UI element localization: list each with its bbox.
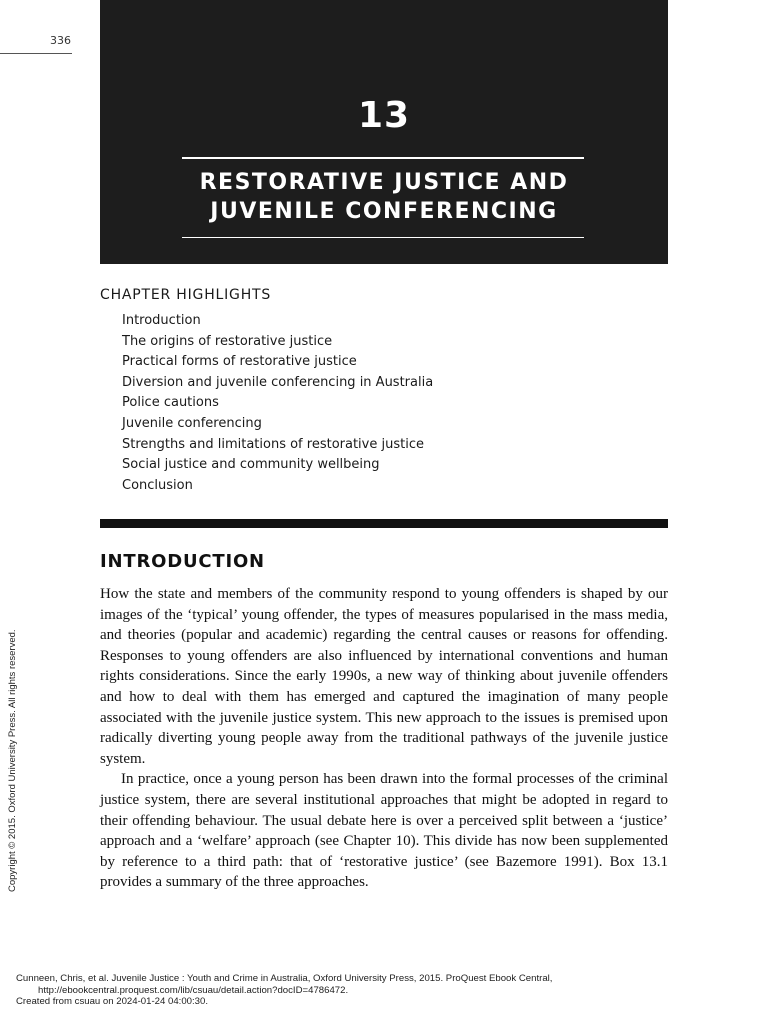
footer-created-line: Created from csuau on 2024-01-24 04:00:30.	[16, 996, 209, 1007]
highlight-item: Strengths and limitations of restorative justice	[122, 436, 424, 452]
highlight-item: Conclusion	[122, 477, 193, 493]
body-paragraph: How the state and members of the community respond to young offenders is shaped by our images of the ‘typical’ young offender, the types of measures popularised in the mass media, and theories (popular and academic) regarding the central causes or reasons for offending. Responses to young offenders are also influenced by international conventions and human rights considerations. Since the early 1990s, a new way of thinking about juvenile offenders and how to deal with them has emerged and captured the imagination of many people associated with the juvenile justice system. This new approach to the issues is premised upon radically diverting young people away from the traditional pathways of the juvenile justice system.	[100, 586, 668, 767]
footer-citation	[16, 973, 552, 1008]
chapter-banner	[100, 0, 668, 264]
side-copyright-notice: Copyright © 2015. Oxford University Press. All rights reserved.	[7, 629, 18, 892]
highlight-item: Police cautions	[122, 395, 219, 411]
page-number: 336	[50, 34, 71, 47]
footer-citation-url[interactable]: http://ebookcentral.proquest.com/lib/csuau/detail.action?docID=4786472.	[38, 984, 349, 996]
highlight-item: Introduction	[122, 313, 201, 328]
banner-rule-top	[182, 157, 584, 159]
chapter-highlights-list	[122, 311, 433, 496]
page-number-area	[0, 33, 72, 54]
section-divider	[100, 519, 668, 528]
banner-rule-bottom	[182, 237, 584, 238]
introduction-body	[100, 584, 668, 893]
chapter-title-line-2: JUVENILE CONFERENCING	[210, 199, 558, 224]
highlight-item: Diversion and juvenile conferencing in Australia	[122, 374, 434, 390]
highlight-item: The origins of restorative justice	[122, 333, 333, 349]
introduction-heading: INTRODUCTION	[100, 551, 265, 572]
chapter-title	[100, 168, 668, 226]
chapter-number: 13	[357, 95, 411, 136]
highlight-item: Juvenile conferencing	[122, 415, 262, 431]
highlight-item: Practical forms of restorative justice	[122, 354, 357, 370]
chapter-title-line-1: RESTORATIVE JUSTICE AND	[199, 170, 569, 195]
chapter-highlights-heading: CHAPTER HIGHLIGHTS	[100, 287, 272, 303]
body-paragraph: In practice, once a young person has been drawn into the formal processes of the criminal justice system, there are several institutional approaches that might be adopted in regard to their offending behaviour. The usual debate here is over a perceived split between a ‘justice’ approach and a ‘welfare’ approach (see Chapter 10). This divide has now been supplemented by reference to a third path: that of ‘restorative justice’ (see Bazemore 1991). Box 13.1 provides a summary of the three approaches.	[100, 771, 668, 891]
footer-citation-line-1: Cunneen, Chris, et al. Juvenile Justice : Youth and Crime in Australia, Oxford University Press, 2015. ProQuest Ebook Central,	[16, 973, 553, 984]
highlight-item: Social justice and community wellbeing	[122, 457, 380, 473]
